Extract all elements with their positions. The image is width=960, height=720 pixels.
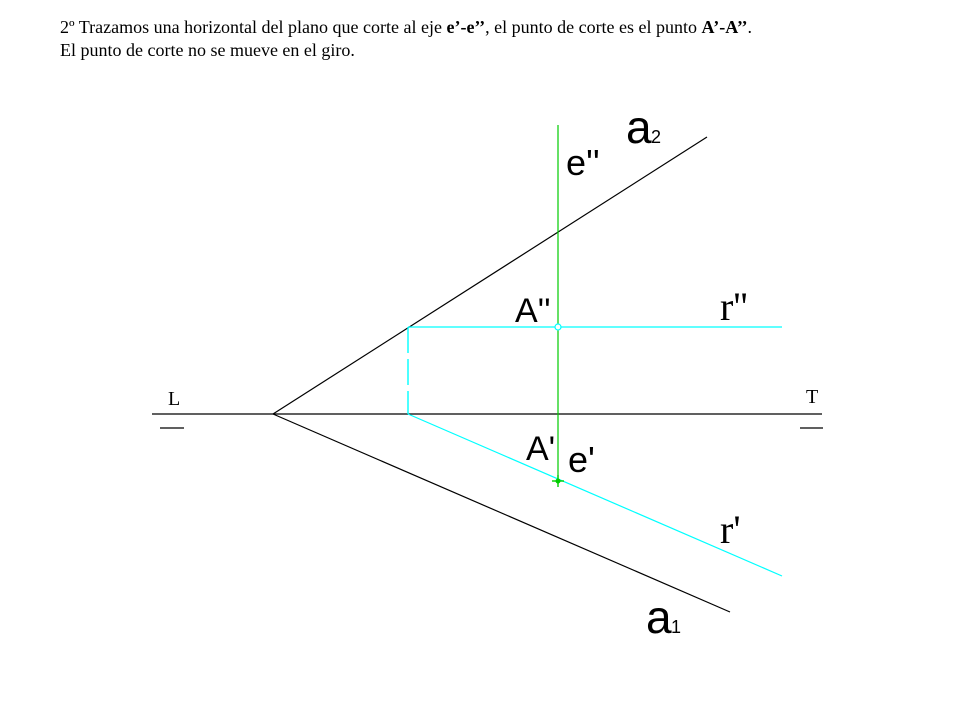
horizontal-trace-a1 <box>273 414 730 612</box>
caption-axis-name: e’-e’’ <box>446 17 486 37</box>
label-a2-subscript: 2 <box>651 127 662 147</box>
caption-line-2: El punto de corte no se mueve en el giro. <box>60 40 355 60</box>
label-r-double-prime: r'' <box>720 284 748 329</box>
label-e-prime: e' <box>568 439 595 480</box>
caption-text-prefix: 2º Trazamos una horizontal del plano que corte al eje <box>60 17 447 37</box>
label-a2-letter: a <box>626 101 652 153</box>
caption-point-name: A’-A’’ <box>701 17 748 37</box>
caption-text-suffix: . <box>747 17 753 37</box>
caption-text-middle: , el punto de corte es el punto <box>485 17 702 37</box>
point-a-double-prime <box>555 324 561 330</box>
label-a-double-prime: A'' <box>515 292 551 330</box>
label-r-prime: r' <box>720 507 741 552</box>
label-a1-subscript: 1 <box>671 617 682 637</box>
label-a1-letter: a <box>646 591 672 643</box>
label-t: T <box>806 386 819 408</box>
label-e-double-prime: e'' <box>566 142 600 183</box>
vertical-trace-a2 <box>273 137 707 414</box>
label-l: L <box>168 388 181 410</box>
point-a-prime <box>556 479 561 484</box>
label-a-prime: A' <box>526 430 556 468</box>
